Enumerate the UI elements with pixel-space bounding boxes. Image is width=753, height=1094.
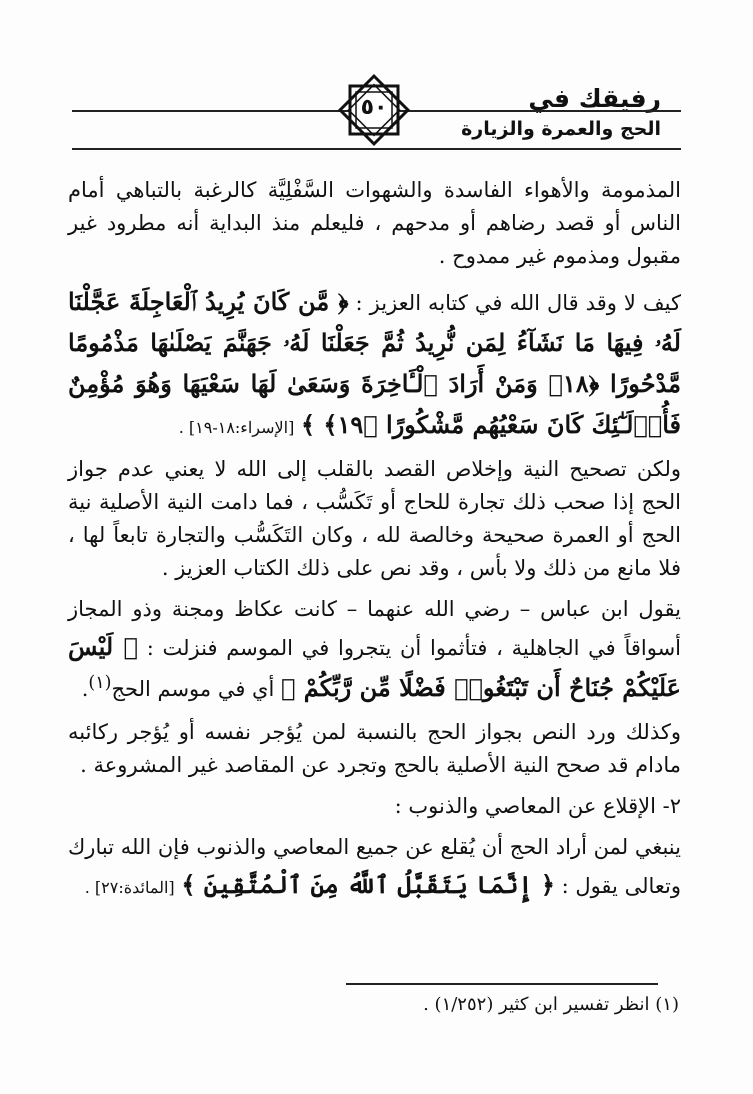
paragraph-1: المذمومة والأهواء الفاسدة والشهوات السَّفْلِيَّة كالرغبة بالتباهي أمام الناس أو قصد رضاهم أو مدحهم ، فليعلم منذ البداية أنه مطرود غير مقبول ومذموم غير ممدوح . bbox=[68, 178, 681, 268]
footnote: (١) انظر تفسير ابن كثير (١/٢٥٢) . bbox=[423, 994, 679, 1015]
verse-reference-isra: [الإسراء:١٨-١٩] . bbox=[178, 418, 295, 437]
paragraph-4: يقول ابن عباس – رضي الله عنهما – كانت عكاظ ومجنة وذو المجاز أسواقاً في الجاهلية ، فتأثموا أن يتجروا في الموسم فنزلت : ﴿ لَيْسَ عَلَيْكُمْ جُنَاحٌ أَن تَبْتَغُوا۟ فَضْلًا مِّن رَّبِّكُمْ ﴾ أي في موسم الحج$^{(١)}$. bbox=[68, 597, 681, 702]
page-number: ٥٠ bbox=[360, 95, 388, 120]
verse-intro: كيف لا وقد قال الله في كتابه العزيز : bbox=[355, 291, 681, 315]
repentance-text: ينبغي لمن أراد الحج أن يُقلع عن جميع المعاصي والذنوب فإن الله تبارك وتعالى يقول : bbox=[68, 835, 681, 898]
ibn-abbas-quote: يقول ابن عباس – رضي الله عنهما – كانت عكاظ ومجنة وذو المجاز أسواقاً في الجاهلية ، فتأثموا أن يتجروا في الموسم فنزلت : bbox=[68, 597, 681, 660]
paragraph-5: وكذلك ورد النص بجواز الحج بالنسبة لمن يُؤجر نفسه أو يُؤجر ركائبه مادام قد صحح النية الأصلية بالحج وتجرد عن المقاصد غير المشروعة . bbox=[68, 720, 681, 777]
footnote-separator bbox=[346, 983, 658, 985]
paragraph-2 bbox=[68, 281, 681, 445]
header-title: رفيقك في bbox=[528, 84, 661, 113]
section-heading: ٢- الإقلاع عن المعاصي والذنوب : bbox=[394, 794, 681, 818]
quran-verse-baqara: ﴿ لَيْسَ عَلَيْكُمْ جُنَاحٌ أَن تَبْتَغُوا۟ فَضْلًا مِّن رَّبِّكُمْ ﴾ bbox=[68, 632, 681, 702]
quran-verse-maida: ﴿ إِنَّمَا يَتَقَبَّلُ ٱللَّهُ مِنَ ٱلْمُتَّقِينَ ﴾ bbox=[181, 870, 555, 899]
quran-verse-isra: ﴿ مَّن كَانَ يُرِيدُ ٱلْعَاجِلَةَ عَجَّلْنَا لَهُۥ فِيهَا مَا نَشَآءُ لِمَن نُّرِيدُ ثُمَّ جَعَلْنَا لَهُۥ جَهَنَّمَ يَصْلَىٰهَا مَذْمُومًا مَّدْحُورًا ﴿١٨﴾ وَمَنْ أَرَادَ ٱلْـَٔاخِرَةَ وَسَعَىٰ لَهَا سَعْيَهَا وَهُوَ مُؤْمِنٌ فَأُو۟لَـٰٓئِكَ كَانَ سَعْيُهُم مَّشْكُورًا ﴿١٩﴾ ﴾ bbox=[68, 287, 681, 439]
paragraph-3: ولكن تصحيح النية وإخلاص القصد بالقلب إلى الله لا يعني عدم جواز الحج إذا صحب ذلك تجارة للحاج أو تَكَسُّب ، فما دامت النية الأصلية نية الحج أو العمرة صحيحة وخالصة لله ، وكان التَكَسُّب والتجارة تابعاً لها ، فلا مانع من ذلك ولا بأس ، وقد نص على ذلك الكتاب العزيز . bbox=[68, 457, 681, 580]
paragraph-6 bbox=[68, 831, 681, 905]
page-number-ornament bbox=[334, 70, 414, 150]
verse-reference-maida: [المائدة:٢٧] . bbox=[84, 878, 175, 897]
footnote-marker[interactable]: (١) bbox=[88, 673, 112, 693]
main-text bbox=[68, 174, 681, 913]
header-subtitle: الحج والعمرة والزيارة bbox=[461, 118, 661, 140]
verse-explanation: أي في موسم الحج bbox=[111, 677, 275, 701]
